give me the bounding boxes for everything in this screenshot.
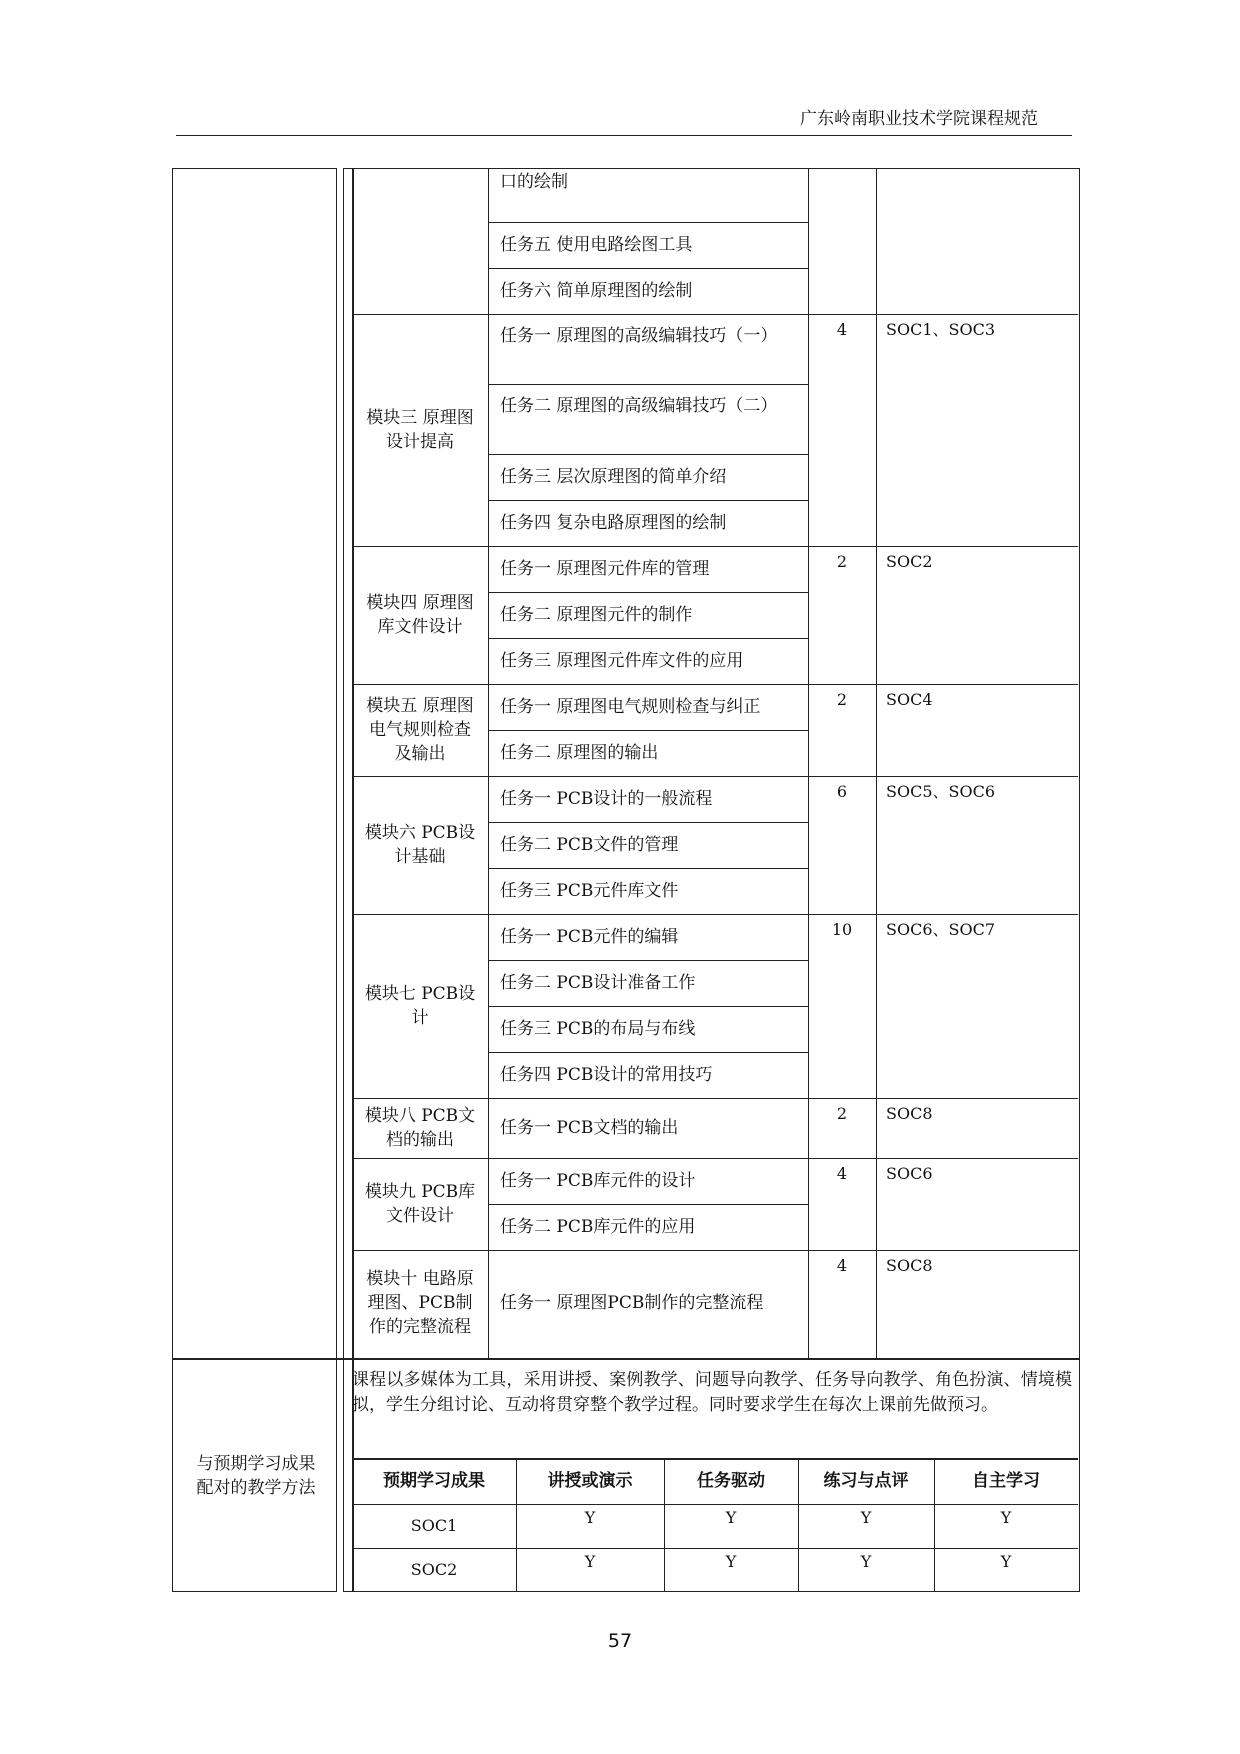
task-cell: 任务二 原理图的输出 [500, 743, 659, 763]
matrix-mark: Y [725, 1552, 737, 1571]
hours-cell: 6 [836, 782, 848, 801]
task-cell: 任务一 原理图PCB制作的完整流程 [500, 1293, 764, 1313]
header-rule [176, 135, 1072, 136]
module-name: 模块五 原理图电气规则检查及输出 [366, 696, 474, 764]
matrix-header-lecture: 讲授或演示 [547, 1471, 633, 1491]
task-cell: 任务六 简单原理图的绘制 [500, 281, 693, 301]
task-cell: 任务四 PCB设计的常用技巧 [500, 1065, 713, 1085]
matrix-mark: Y [725, 1508, 737, 1527]
task-cell: 任务三 PCB元件库文件 [500, 881, 679, 901]
task-cell: 任务一 PCB设计的一般流程 [500, 789, 713, 809]
hours-cell: 4 [836, 1256, 848, 1275]
teaching-methods-description: 课程以多媒体为工具，采用讲授、案例教学、问题导向教学、任务导向教学、角色扮演、情境模拟，学生分组讨论、互动将贯穿整个教学过程。同时要求学生在每次上课前先做预习。 [352, 1370, 1072, 1415]
task-cell: 任务三 层次原理图的简单介绍 [500, 467, 727, 487]
teaching-methods-label: 与预期学习成果配对的教学方法 [196, 1454, 316, 1498]
task-cell: 任务一 原理图电气规则检查与纠正 [500, 697, 761, 717]
matrix-mark: Y [860, 1552, 872, 1571]
outcomes-cell: SOC2 [886, 552, 933, 571]
matrix-header-outcome: 预期学习成果 [383, 1471, 485, 1491]
module-name: 模块七 PCB设计 [364, 984, 476, 1028]
task-cell: 任务一 PCB元件的编辑 [500, 927, 679, 947]
hours-cell: 4 [836, 1164, 848, 1183]
task-cell: 任务三 PCB的布局与布线 [500, 1019, 696, 1039]
task-cell: 任务二 PCB文件的管理 [500, 835, 679, 855]
matrix-mark: Y [584, 1508, 596, 1527]
outcomes-cell: SOC5、SOC6 [886, 782, 996, 801]
matrix-mark: Y [1000, 1552, 1012, 1571]
matrix-header-task-driven: 任务驱动 [697, 1471, 765, 1491]
document-header: 广东岭南职业技术学院课程规范 [800, 109, 1038, 129]
outcomes-cell: SOC1、SOC3 [886, 320, 996, 339]
task-cell: 任务二 原理图元件的制作 [500, 605, 693, 625]
outcomes-cell: SOC4 [886, 690, 933, 709]
module-name: 模块八 PCB文档的输出 [364, 1106, 476, 1150]
hours-cell: 10 [831, 920, 853, 939]
matrix-mark: Y [584, 1552, 596, 1571]
task-cell: 任务二 原理图的高级编辑技巧（二） [500, 396, 778, 416]
outcomes-cell: SOC8 [886, 1256, 933, 1275]
task-cell: 任务二 PCB设计准备工作 [500, 973, 696, 993]
matrix-row-outcome: SOC2 [410, 1560, 458, 1579]
outcomes-cell: SOC6 [886, 1164, 933, 1183]
task-cell: 任务三 原理图元件库文件的应用 [500, 651, 744, 671]
task-cell: 任务一 PCB库元件的设计 [500, 1171, 696, 1191]
task-cell: 任务一 原理图元件库的管理 [500, 559, 710, 579]
matrix-mark: Y [1000, 1508, 1012, 1527]
matrix-mark: Y [860, 1508, 872, 1527]
task-cell: 任务一 原理图的高级编辑技巧（一） [500, 326, 778, 346]
outcomes-cell: SOC8 [886, 1104, 933, 1123]
module-name: 模块三 原理图设计提高 [366, 408, 474, 452]
module-name: 模块四 原理图库文件设计 [366, 593, 474, 637]
task-cell: 任务一 PCB文档的输出 [500, 1118, 679, 1138]
matrix-header-self-study: 自主学习 [972, 1471, 1040, 1491]
task-cell: 任务五 使用电路绘图工具 [500, 235, 693, 255]
task-cell: 口的绘制 [500, 172, 568, 192]
module-name: 模块九 PCB库文件设计 [364, 1182, 476, 1226]
hours-cell: 4 [836, 320, 848, 339]
matrix-row-outcome: SOC1 [410, 1516, 458, 1535]
module-name: 模块十 电路原理图、PCB制作的完整流程 [366, 1269, 474, 1337]
task-cell: 任务二 PCB库元件的应用 [500, 1217, 696, 1237]
module-name: 模块六 PCB设计基础 [364, 823, 476, 867]
hours-cell: 2 [836, 552, 848, 571]
hours-cell: 2 [836, 1104, 848, 1123]
matrix-header-practice: 练习与点评 [823, 1471, 909, 1491]
page-number: 57 [607, 1630, 633, 1652]
outcomes-cell: SOC6、SOC7 [886, 920, 996, 939]
task-cell: 任务四 复杂电路原理图的绘制 [500, 513, 727, 533]
hours-cell: 2 [836, 690, 848, 709]
